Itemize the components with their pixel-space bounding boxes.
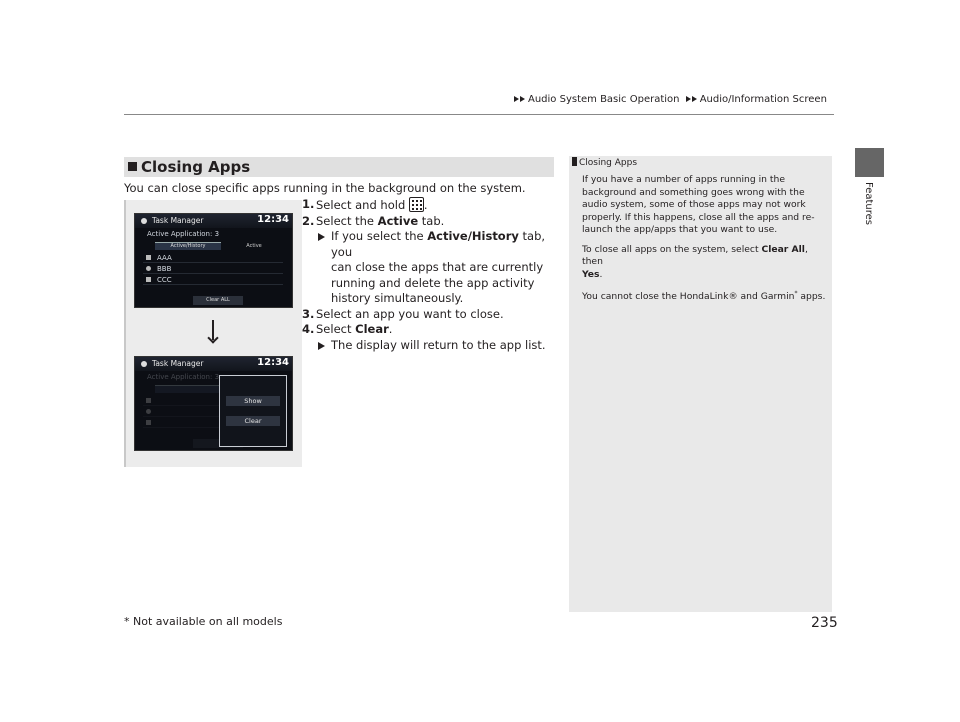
- breadcrumb-arrow-icon: [686, 96, 691, 102]
- section-square-icon: [128, 162, 137, 171]
- app-icon: [146, 420, 151, 425]
- figure-edge: [124, 200, 126, 467]
- breadcrumb-arrow-icon: [520, 96, 525, 102]
- note-heading: Closing Apps: [572, 157, 637, 168]
- instruction-steps: [304, 197, 559, 353]
- note-body: [582, 174, 826, 311]
- clear-button[interactable]: Clear: [226, 416, 280, 426]
- clear-all-button[interactable]: Clear ALL: [193, 296, 243, 305]
- step-4: 4. Select Clear.: [302, 322, 393, 336]
- header-divider: [124, 114, 834, 115]
- note-arrow-icon: [318, 233, 325, 241]
- page-number: 235: [811, 615, 838, 631]
- app-icon: [146, 255, 151, 260]
- breadcrumb-arrow-icon: [514, 96, 519, 102]
- section-title: Closing Apps: [128, 158, 250, 176]
- list-item[interactable]: BBB: [143, 264, 283, 274]
- breadcrumb-arrow-icon: [692, 96, 697, 102]
- breadcrumb-item[interactable]: Audio System Basic Operation: [528, 94, 680, 105]
- step-1: 1. Select and hold .: [302, 197, 428, 212]
- active-app-count: Active Application: 3: [147, 373, 220, 381]
- note-marker-icon: [572, 157, 577, 166]
- list-item[interactable]: CCC: [143, 275, 283, 285]
- list-item[interactable]: AAA: [143, 253, 283, 263]
- home-button-icon: [409, 197, 424, 212]
- app-dot-icon: [141, 361, 147, 367]
- down-arrow-icon: [206, 320, 220, 344]
- screen-tabs: [155, 242, 285, 250]
- footnote: * Not available on all models: [124, 615, 283, 628]
- app-icon: [146, 398, 151, 403]
- breadcrumb: [514, 94, 827, 105]
- chapter-tab[interactable]: [855, 148, 884, 177]
- task-manager-screen-1: [134, 213, 293, 308]
- step-2-note: If you select the Active/History tab, you can close the apps that are currently running and delete the app activity history simultaneously.: [304, 229, 559, 307]
- step-4-note: The display will return to the app list.: [304, 338, 559, 354]
- app-icon: [146, 277, 151, 282]
- step-2: 2. Select the Active tab.: [302, 213, 445, 228]
- tab-active-history: [155, 385, 221, 393]
- app-action-popup: [219, 375, 287, 447]
- note-paragraph: You cannot close the HondaLink® and Garmin* apps.: [582, 290, 826, 303]
- show-button[interactable]: Show: [226, 396, 280, 406]
- screen-title: Task Manager: [152, 359, 204, 368]
- note-paragraph: To close all apps on the system, select Clear All, then Yes.: [582, 243, 808, 280]
- tab-active-history[interactable]: Active/History: [155, 242, 221, 250]
- active-app-count: Active Application: 3: [147, 230, 220, 238]
- breadcrumb-item[interactable]: Audio/Information Screen: [699, 94, 827, 105]
- intro-text: You can close specific apps running in the background on the system.: [124, 181, 526, 195]
- app-dot-icon: [141, 218, 147, 224]
- app-icon: [146, 409, 151, 414]
- note-arrow-icon: [318, 342, 325, 350]
- app-icon: [146, 266, 151, 271]
- task-manager-screen-2: [134, 356, 293, 451]
- tab-active[interactable]: Active: [246, 243, 262, 249]
- chapter-label: Features: [863, 182, 874, 225]
- screen-clock: 12:34: [257, 357, 289, 368]
- step-3: 3. Select an app you want to close.: [302, 306, 504, 321]
- screen-clock: 12:34: [257, 214, 289, 225]
- screen-title: Task Manager: [152, 216, 204, 225]
- note-paragraph: If you have a number of apps running in the background and something goes wrong with the audio system, some of those apps may not work properly. If this happens, close all the apps and re-launch the app/apps that you want to use.: [582, 174, 815, 235]
